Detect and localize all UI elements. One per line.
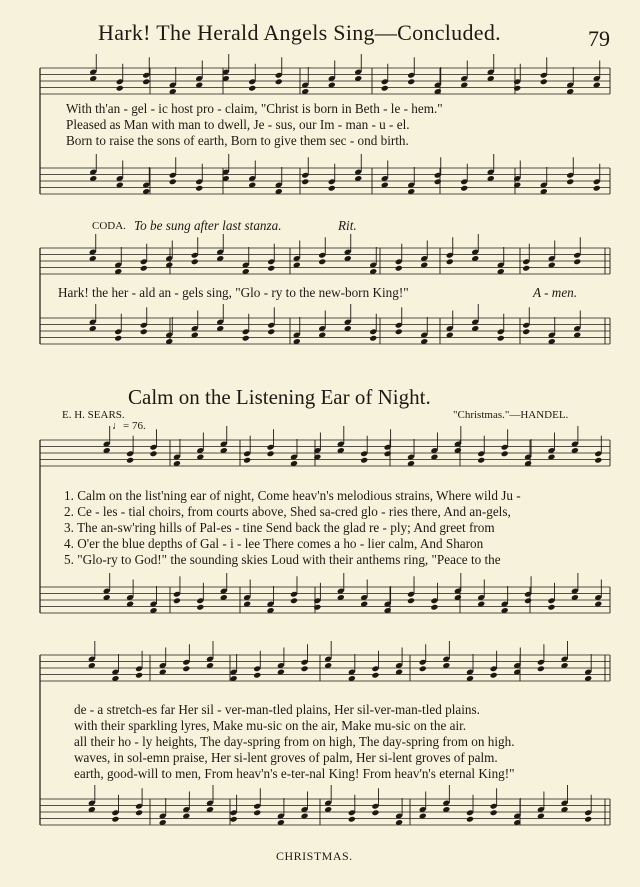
amen-lyric: A - men. — [533, 285, 578, 300]
hymn2-verse-5-line1: 5. "Glo-ry to God!" the sounding skies Loud with their anthems ring, "Peace to the — [64, 552, 501, 567]
coda-lyric: Hark! the her - ald an - gels sing, "Glo - ry to the new-born King!" — [58, 285, 409, 300]
hymn2-tempo: ♩= 76. — [112, 420, 146, 432]
coda-tempo: Rit. — [338, 218, 357, 233]
hymn2-verse-3-line1: 3. The an-sw'ring hills of Pal-es - tine Send back the glad re - ply; And greet from — [64, 520, 495, 535]
hymn2-verse-3-line2: all their ho - ly heights, The day-spring from on high, The day-spring from on high. — [74, 734, 515, 749]
tune-name-footer: CHRISTMAS. — [276, 849, 353, 863]
page-number: 79 — [588, 26, 610, 51]
coda-instruction: To be sung after last stanza. — [134, 218, 282, 233]
hymn2-verse-2-line2: with their sparkling lyres, Make mu-sic on the air, Make mu-sic on the air. — [74, 718, 467, 733]
bass-staff-1 — [40, 168, 610, 194]
bass-staff-3 — [40, 587, 610, 613]
treble-staff-3 — [40, 440, 610, 466]
hymn2-verse-1-line1: 1. Calm on the list'ning ear of night, Come heav'n's melodious strains, Where wild Ju - — [64, 488, 521, 503]
coda-label: CODA. — [92, 220, 126, 232]
hymn2-verse-2-line1: 2. Ce - les - tial choirs, from courts above, Shed sa-cred glo - ries there, And an-gels, — [64, 504, 511, 519]
hymn2-verse-5-line2: earth, good-will to men, From heav'n's e-ter-nal King! From heav'n's eternal King!" — [74, 766, 515, 781]
hymn2-author: E. H. SEARS. — [62, 409, 125, 421]
hymn2-verse-4-line2: waves, in sol-emn praise, Her si-lent groves of palm, Her si-lent groves of palm. — [74, 750, 498, 765]
hymn2-title: Calm on the Listening Ear of Night. — [128, 385, 431, 409]
hymn2-tune-credit: "Christmas."—HANDEL. — [453, 409, 569, 421]
hymn2-verse-1-line2: de - a stretch-es far Her sil - ver-man-tled plains, Her sil-ver-man-tled plains. — [74, 702, 480, 717]
treble-staff-1 — [40, 68, 610, 94]
hymn1-verse-1: With th'an - gel - ic host pro - claim, "Christ is born in Beth - le - hem." — [66, 101, 443, 116]
hymn1-verse-2: Pleased as Man with man to dwell, Je - sus, our Im - man - u - el. — [66, 117, 410, 132]
page-header-title: Hark! The Herald Angels Sing—Concluded. — [98, 20, 501, 45]
hymn1-verse-3: Born to raise the sons of earth, Born to give them sec - ond birth. — [66, 133, 409, 148]
hymn2-verse-4-line1: 4. O'er the blue depths of Gal - i - lee There comes a ho - lier calm, And Sharon — [64, 536, 484, 551]
